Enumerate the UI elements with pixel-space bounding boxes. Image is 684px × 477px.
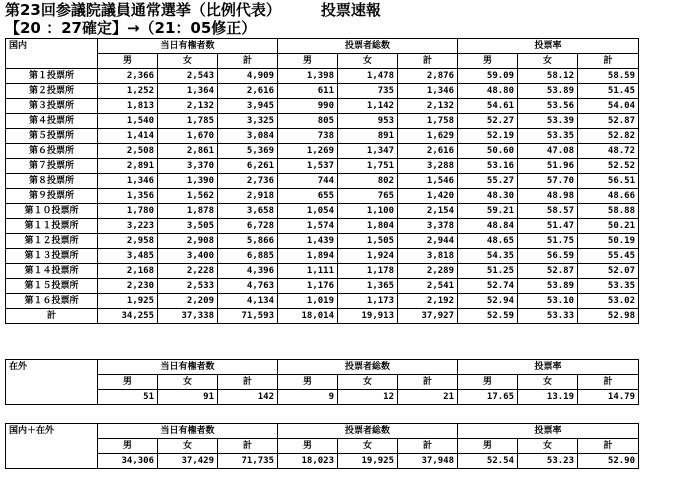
cell: 2,616 — [398, 144, 458, 159]
cell: 1,176 — [278, 279, 338, 294]
sub-header: 男 — [278, 54, 338, 69]
corner-label: 国内＋在外 — [6, 424, 98, 439]
cell: 2,616 — [218, 84, 278, 99]
sub-header: 男 — [458, 54, 518, 69]
cell: 48.80 — [458, 84, 518, 99]
row-label: 第６投票所 — [6, 144, 98, 159]
cell: 3,485 — [98, 249, 158, 264]
cell: 71,593 — [218, 309, 278, 324]
cell: 735 — [338, 84, 398, 99]
cell: 19,925 — [338, 454, 398, 469]
group-header-eligible: 当日有権者数 — [98, 39, 278, 54]
domestic-table — [5, 38, 639, 324]
sub-header: 女 — [338, 439, 398, 454]
cell: 37,948 — [398, 454, 458, 469]
table-row — [6, 84, 639, 99]
table-row — [6, 114, 639, 129]
cell: 802 — [338, 174, 398, 189]
cell: 2,958 — [98, 234, 158, 249]
cell: 52.74 — [458, 279, 518, 294]
abroad-table — [5, 359, 639, 405]
cell: 53.35 — [578, 279, 639, 294]
cell: 744 — [278, 174, 338, 189]
cell: 53.39 — [518, 114, 578, 129]
cell: 58.59 — [578, 69, 639, 84]
cell: 54.35 — [458, 249, 518, 264]
corner-label: 国内 — [6, 39, 98, 54]
cell: 765 — [338, 189, 398, 204]
cell: 4,134 — [218, 294, 278, 309]
row-label: 第１投票所 — [6, 69, 98, 84]
cell: 1,420 — [398, 189, 458, 204]
cell: 990 — [278, 99, 338, 114]
row-label: 第７投票所 — [6, 159, 98, 174]
cell: 1,785 — [158, 114, 218, 129]
sub-header: 計 — [398, 54, 458, 69]
cell: 18,014 — [278, 309, 338, 324]
cell: 2,543 — [158, 69, 218, 84]
cell: 52.82 — [578, 129, 639, 144]
cell: 2,891 — [98, 159, 158, 174]
cell: 52.07 — [578, 264, 639, 279]
cell: 51.96 — [518, 159, 578, 174]
sub-header: 男 — [98, 54, 158, 69]
sub-header: 女 — [158, 375, 218, 390]
cell: 53.56 — [518, 99, 578, 114]
cell: 1,019 — [278, 294, 338, 309]
cell: 1,924 — [338, 249, 398, 264]
group-header-voters: 投票者総数 — [278, 424, 458, 439]
row-label: 第４投票所 — [6, 114, 98, 129]
cell: 14.79 — [578, 390, 639, 405]
row-label: 第８投票所 — [6, 174, 98, 189]
table-header-row — [6, 39, 639, 54]
cell: 2,861 — [158, 144, 218, 159]
cell: 2,230 — [98, 279, 158, 294]
cell: 655 — [278, 189, 338, 204]
cell: 2,533 — [158, 279, 218, 294]
cell: 58.12 — [518, 69, 578, 84]
cell: 3,288 — [398, 159, 458, 174]
cell: 17.65 — [458, 390, 518, 405]
table-row — [6, 69, 639, 84]
corner-blank — [6, 439, 98, 454]
cell: 5,866 — [218, 234, 278, 249]
table-row — [6, 144, 639, 159]
row-label: 第１０投票所 — [6, 204, 98, 219]
cell: 48.98 — [518, 189, 578, 204]
title-election: 第23回参議院議員通常選挙（比例代表） — [5, 1, 281, 19]
sub-header: 計 — [398, 375, 458, 390]
cell: 1,365 — [338, 279, 398, 294]
cell: 59.09 — [458, 69, 518, 84]
row-label: 第１６投票所 — [6, 294, 98, 309]
cell: 52.90 — [578, 454, 639, 469]
cell: 2,228 — [158, 264, 218, 279]
cell: 1,142 — [338, 99, 398, 114]
combined-table — [5, 423, 639, 469]
cell: 1,364 — [158, 84, 218, 99]
cell: 52.19 — [458, 129, 518, 144]
cell: 53.89 — [518, 84, 578, 99]
cell: 1,269 — [278, 144, 338, 159]
cell: 37,429 — [158, 454, 218, 469]
corner-blank — [6, 390, 98, 405]
cell: 2,736 — [218, 174, 278, 189]
cell: 142 — [218, 390, 278, 405]
cell: 1,540 — [98, 114, 158, 129]
cell: 48.66 — [578, 189, 639, 204]
sub-header: 男 — [458, 375, 518, 390]
cell: 52.27 — [458, 114, 518, 129]
sub-header: 男 — [278, 439, 338, 454]
cell: 56.51 — [578, 174, 639, 189]
table-row — [6, 390, 639, 405]
cell: 3,325 — [218, 114, 278, 129]
table-row — [6, 279, 639, 294]
cell: 1,356 — [98, 189, 158, 204]
cell: 4,763 — [218, 279, 278, 294]
cell: 1,100 — [338, 204, 398, 219]
cell: 2,908 — [158, 234, 218, 249]
cell: 1,758 — [398, 114, 458, 129]
cell: 1,505 — [338, 234, 398, 249]
table-header-row — [6, 360, 639, 375]
corner-label: 在外 — [6, 360, 98, 375]
cell: 1,562 — [158, 189, 218, 204]
row-label: 第１１投票所 — [6, 219, 98, 234]
cell: 2,209 — [158, 294, 218, 309]
sub-header: 男 — [278, 375, 338, 390]
cell: 53.02 — [578, 294, 639, 309]
row-label: 計 — [6, 309, 98, 324]
cell: 1,111 — [278, 264, 338, 279]
cell: 3,223 — [98, 219, 158, 234]
corner-blank — [6, 375, 98, 390]
cell: 50.60 — [458, 144, 518, 159]
cell: 54.61 — [458, 99, 518, 114]
cell: 2,944 — [398, 234, 458, 249]
corner-blank — [6, 454, 98, 469]
sub-header: 計 — [218, 54, 278, 69]
corner-blank — [6, 54, 98, 69]
cell: 2,289 — [398, 264, 458, 279]
cell: 19,913 — [338, 309, 398, 324]
table-row — [6, 249, 639, 264]
cell: 1,439 — [278, 234, 338, 249]
group-header-voters: 投票者総数 — [278, 360, 458, 375]
cell: 1,813 — [98, 99, 158, 114]
table-row — [6, 174, 639, 189]
cell: 4,396 — [218, 264, 278, 279]
sub-header: 計 — [578, 375, 639, 390]
table-row — [6, 129, 639, 144]
cell: 53.10 — [518, 294, 578, 309]
cell: 6,728 — [218, 219, 278, 234]
cell: 54.04 — [578, 99, 639, 114]
cell: 1,546 — [398, 174, 458, 189]
cell: 50.19 — [578, 234, 639, 249]
row-label: 第１５投票所 — [6, 279, 98, 294]
cell: 1,780 — [98, 204, 158, 219]
cell: 37,338 — [158, 309, 218, 324]
title-bulletin: 投票速報 — [320, 1, 381, 19]
cell: 1,670 — [158, 129, 218, 144]
table-subheader-row — [6, 54, 639, 69]
cell: 55.45 — [578, 249, 639, 264]
sub-header: 女 — [338, 375, 398, 390]
cell: 3,378 — [398, 219, 458, 234]
cell: 2,168 — [98, 264, 158, 279]
sub-header: 計 — [578, 54, 639, 69]
cell: 2,132 — [158, 99, 218, 114]
table-row — [6, 159, 639, 174]
cell: 1,894 — [278, 249, 338, 264]
cell: 34,255 — [98, 309, 158, 324]
row-label: 第１３投票所 — [6, 249, 98, 264]
sub-header: 計 — [218, 439, 278, 454]
cell: 2,132 — [398, 99, 458, 114]
cell: 5,369 — [218, 144, 278, 159]
cell: 1,804 — [338, 219, 398, 234]
sub-header: 女 — [518, 375, 578, 390]
cell: 9 — [278, 390, 338, 405]
cell: 21 — [398, 390, 458, 405]
cell: 1,398 — [278, 69, 338, 84]
table-subheader-row — [6, 439, 639, 454]
cell: 51.45 — [578, 84, 639, 99]
row-label: 第１４投票所 — [6, 264, 98, 279]
cell: 1,925 — [98, 294, 158, 309]
sub-header: 女 — [518, 54, 578, 69]
cell: 52.87 — [578, 114, 639, 129]
sub-header: 計 — [398, 439, 458, 454]
row-label: 第１２投票所 — [6, 234, 98, 249]
cell: 2,918 — [218, 189, 278, 204]
cell: 53.23 — [518, 454, 578, 469]
cell: 1,346 — [398, 84, 458, 99]
cell: 48.72 — [578, 144, 639, 159]
row-label: 第３投票所 — [6, 99, 98, 114]
cell: 52.52 — [578, 159, 639, 174]
sub-header: 計 — [218, 375, 278, 390]
cell: 1,346 — [98, 174, 158, 189]
cell: 1,629 — [398, 129, 458, 144]
cell: 53.89 — [518, 279, 578, 294]
cell: 2,192 — [398, 294, 458, 309]
cell: 3,658 — [218, 204, 278, 219]
cell: 2,508 — [98, 144, 158, 159]
cell: 1,390 — [158, 174, 218, 189]
cell: 2,876 — [398, 69, 458, 84]
row-label: 第２投票所 — [6, 84, 98, 99]
cell: 57.70 — [518, 174, 578, 189]
group-header-eligible: 当日有権者数 — [98, 360, 278, 375]
group-header-turnout: 投票率 — [458, 39, 639, 54]
cell: 1,178 — [338, 264, 398, 279]
cell: 1,347 — [338, 144, 398, 159]
cell: 53.35 — [518, 129, 578, 144]
cell: 71,735 — [218, 454, 278, 469]
cell: 3,370 — [158, 159, 218, 174]
table-row — [6, 454, 639, 469]
cell: 55.27 — [458, 174, 518, 189]
total-row — [6, 309, 639, 324]
cell: 56.59 — [518, 249, 578, 264]
row-label: 第５投票所 — [6, 129, 98, 144]
cell: 48.30 — [458, 189, 518, 204]
cell: 52.94 — [458, 294, 518, 309]
table-row — [6, 294, 639, 309]
table-row — [6, 99, 639, 114]
sub-header: 女 — [518, 439, 578, 454]
sub-header: 女 — [158, 439, 218, 454]
cell: 48.65 — [458, 234, 518, 249]
cell: 13.19 — [518, 390, 578, 405]
cell: 51.25 — [458, 264, 518, 279]
sub-header: 男 — [98, 375, 158, 390]
cell: 58.88 — [578, 204, 639, 219]
table-row — [6, 219, 639, 234]
cell: 4,909 — [218, 69, 278, 84]
cell: 48.84 — [458, 219, 518, 234]
sub-header: 計 — [578, 439, 639, 454]
cell: 1,574 — [278, 219, 338, 234]
table-header-row — [6, 424, 639, 439]
cell: 1,537 — [278, 159, 338, 174]
group-header-eligible: 当日有権者数 — [98, 424, 278, 439]
table-row — [6, 189, 639, 204]
cell: 2,154 — [398, 204, 458, 219]
cell: 805 — [278, 114, 338, 129]
cell: 1,414 — [98, 129, 158, 144]
cell: 1,173 — [338, 294, 398, 309]
cell: 2,366 — [98, 69, 158, 84]
table-subheader-row — [6, 375, 639, 390]
cell: 37,927 — [398, 309, 458, 324]
cell: 12 — [338, 390, 398, 405]
cell: 52.59 — [458, 309, 518, 324]
cell: 91 — [158, 390, 218, 405]
row-label: 第９投票所 — [6, 189, 98, 204]
sub-header: 男 — [98, 439, 158, 454]
cell: 1,878 — [158, 204, 218, 219]
page-title — [5, 0, 381, 20]
group-header-turnout: 投票率 — [458, 424, 639, 439]
cell: 3,818 — [398, 249, 458, 264]
cell: 738 — [278, 129, 338, 144]
cell: 52.98 — [578, 309, 639, 324]
cell: 2,541 — [398, 279, 458, 294]
cell: 59.21 — [458, 204, 518, 219]
cell: 51.75 — [518, 234, 578, 249]
cell: 47.08 — [518, 144, 578, 159]
sub-header: 女 — [158, 54, 218, 69]
cell: 3,400 — [158, 249, 218, 264]
sub-header: 男 — [458, 439, 518, 454]
cell: 34,306 — [98, 454, 158, 469]
cell: 51.47 — [518, 219, 578, 234]
cell: 50.21 — [578, 219, 639, 234]
group-header-voters: 投票者総数 — [278, 39, 458, 54]
cell: 1,054 — [278, 204, 338, 219]
table-row — [6, 264, 639, 279]
table-row — [6, 234, 639, 249]
cell: 953 — [338, 114, 398, 129]
cell: 1,478 — [338, 69, 398, 84]
cell: 3,945 — [218, 99, 278, 114]
cell: 891 — [338, 129, 398, 144]
cell: 52.54 — [458, 454, 518, 469]
sub-header: 女 — [338, 54, 398, 69]
cell: 1,252 — [98, 84, 158, 99]
cell: 51 — [98, 390, 158, 405]
cell: 1,751 — [338, 159, 398, 174]
cell: 18,023 — [278, 454, 338, 469]
cell: 3,084 — [218, 129, 278, 144]
cell: 6,885 — [218, 249, 278, 264]
group-header-turnout: 投票率 — [458, 360, 639, 375]
cell: 52.87 — [518, 264, 578, 279]
cell: 6,261 — [218, 159, 278, 174]
cell: 611 — [278, 84, 338, 99]
update-time: 【20 ：27確定】→（21：05修正） — [5, 19, 257, 37]
table-row — [6, 204, 639, 219]
cell: 53.16 — [458, 159, 518, 174]
cell: 3,505 — [158, 219, 218, 234]
cell: 58.57 — [518, 204, 578, 219]
cell: 53.33 — [518, 309, 578, 324]
